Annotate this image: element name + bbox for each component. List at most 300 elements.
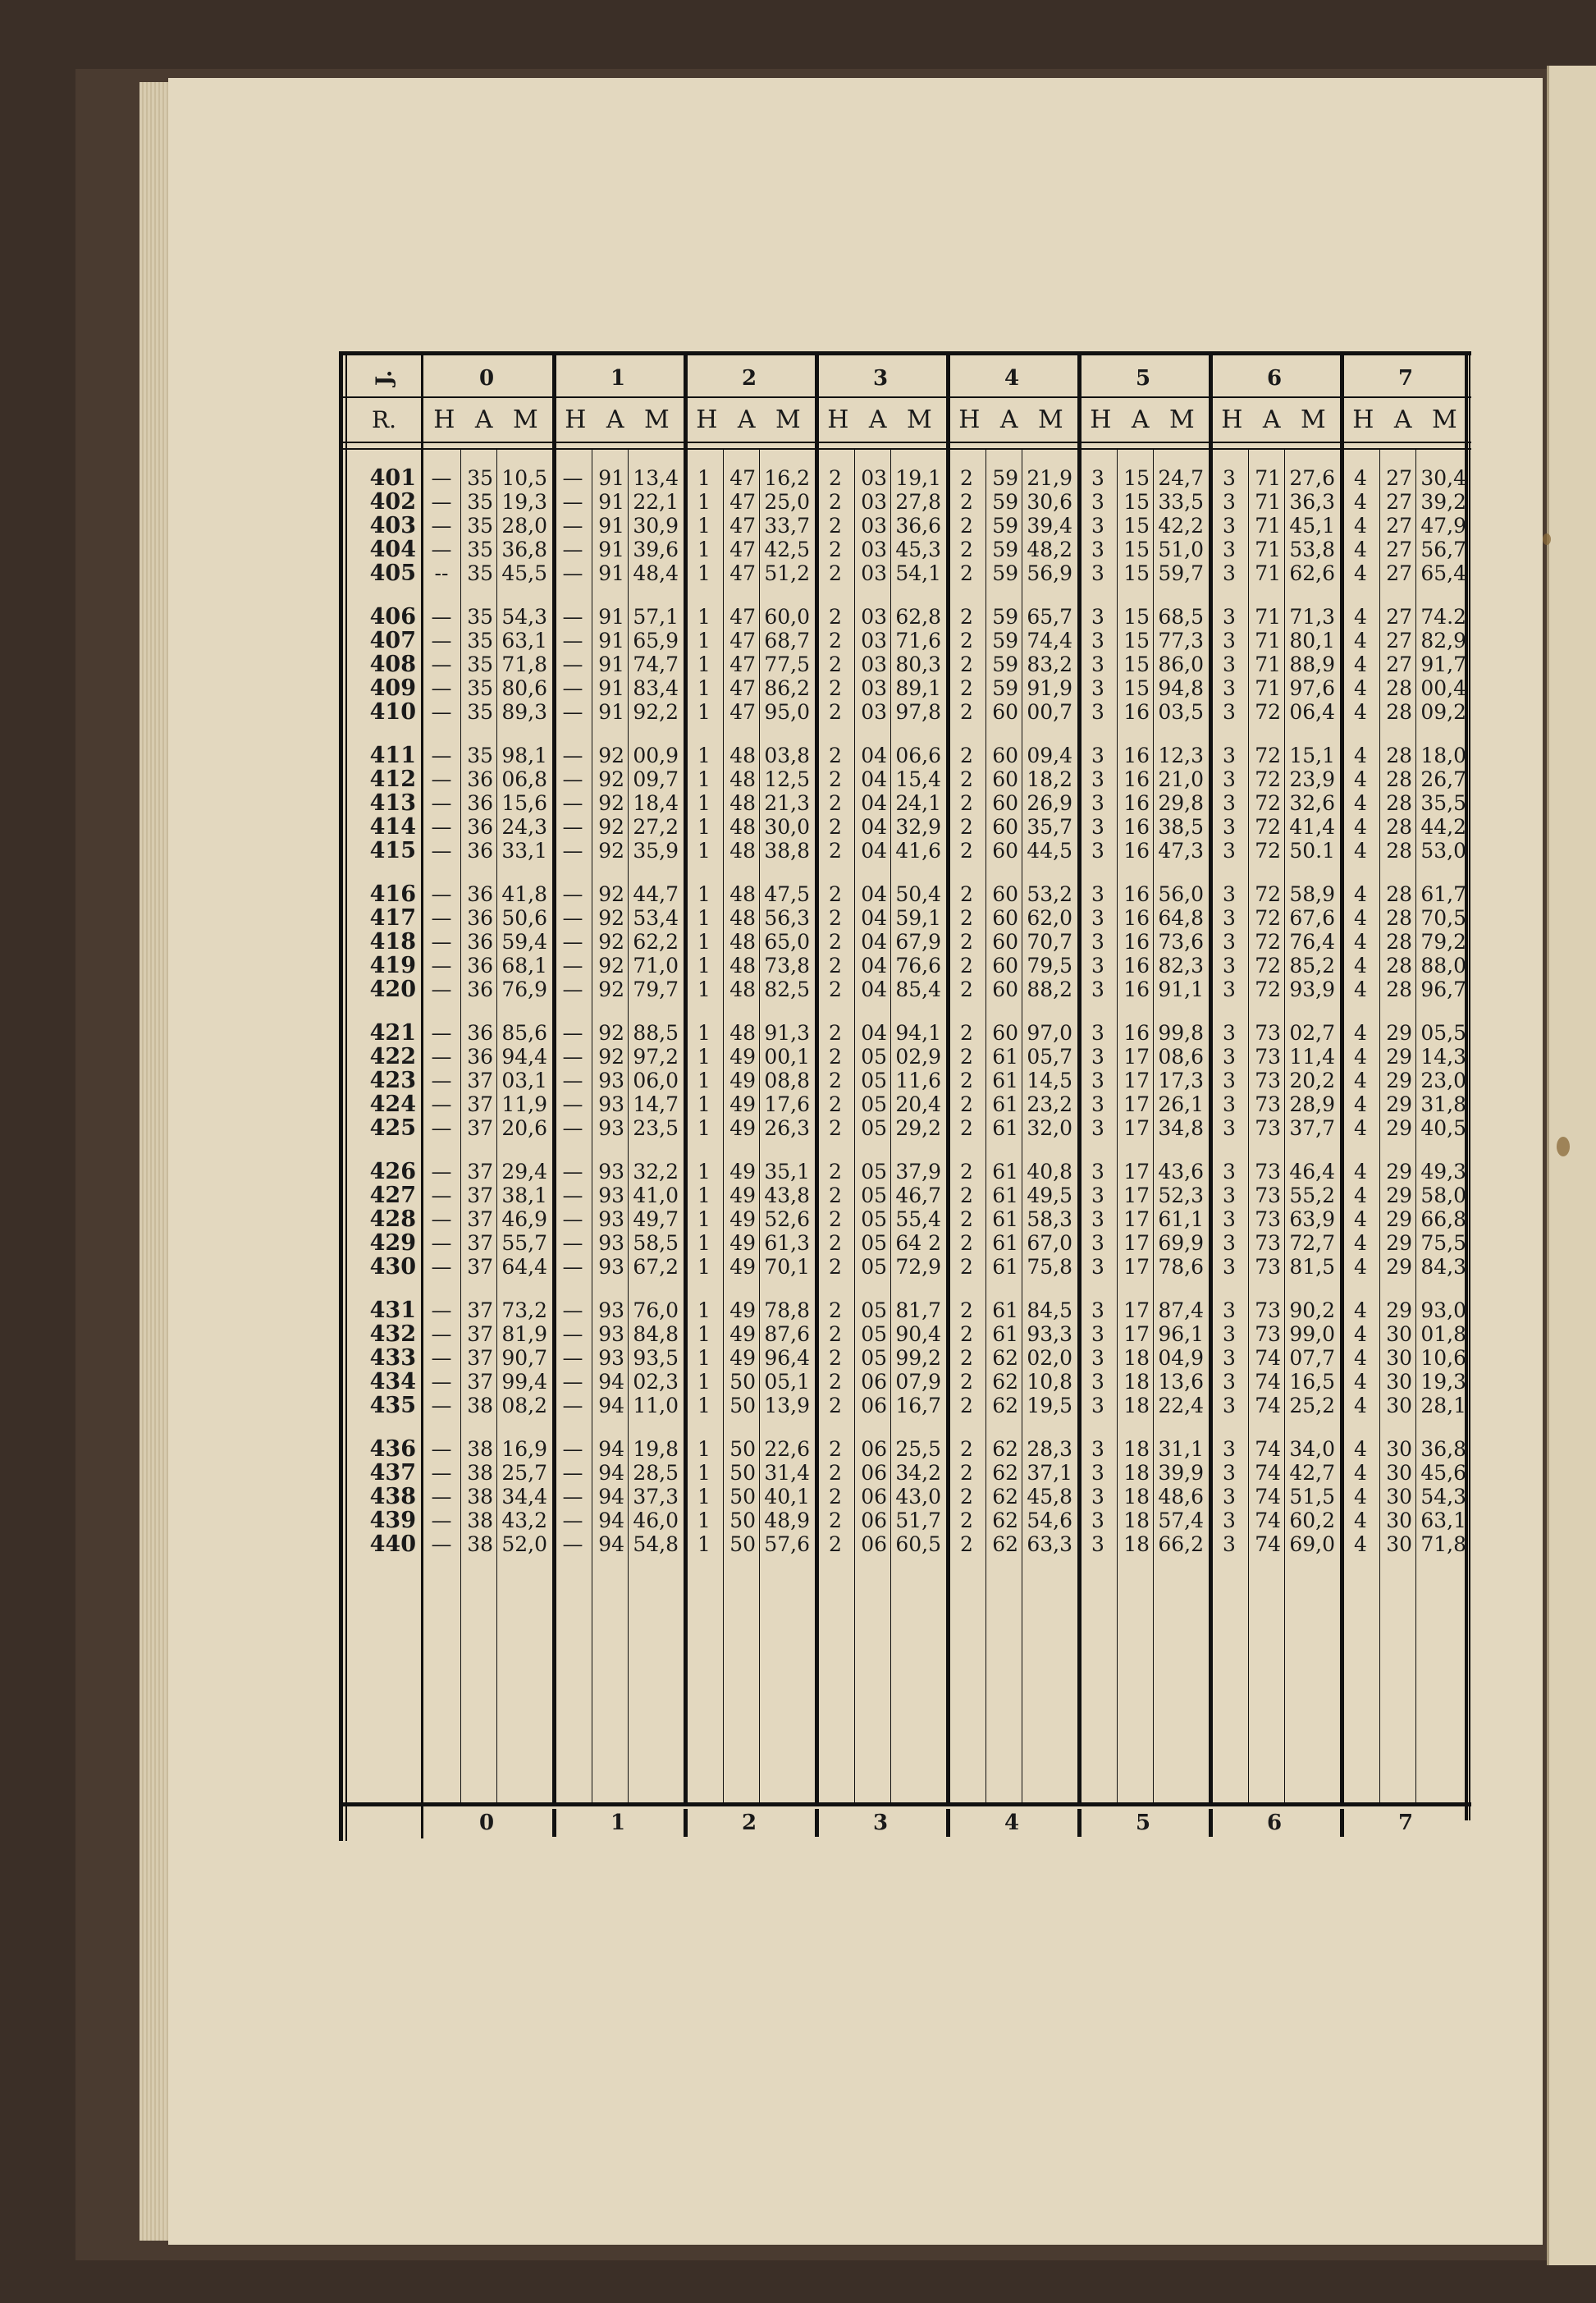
cell-h: 2 bbox=[960, 1021, 973, 1045]
cell-h: 4 bbox=[1354, 466, 1367, 490]
cell-a: 93 bbox=[598, 1092, 624, 1116]
cell-h: 1 bbox=[697, 561, 711, 585]
cell-h: — bbox=[431, 767, 452, 791]
cell-h: — bbox=[431, 978, 452, 1001]
cell-a: 16 bbox=[1123, 906, 1150, 930]
table-row bbox=[339, 700, 1471, 724]
cell-m: 20,2 bbox=[1289, 1069, 1335, 1092]
footer-column-rule bbox=[1340, 1809, 1344, 1837]
cell-h: 1 bbox=[697, 839, 711, 863]
cell-a: 06 bbox=[861, 1532, 887, 1556]
cell-h: 1 bbox=[697, 906, 711, 930]
cell-m: 65,9 bbox=[633, 629, 679, 652]
cell-a: 47 bbox=[729, 490, 756, 514]
cell-h: 3 bbox=[1091, 1207, 1104, 1231]
cell-m: 63,1 bbox=[501, 629, 547, 652]
cell-a: 72 bbox=[1255, 700, 1281, 724]
row-number: 437 bbox=[369, 1460, 416, 1486]
cell-a: 93 bbox=[598, 1184, 624, 1207]
cell-h: 2 bbox=[960, 978, 973, 1001]
cell-m: 00,7 bbox=[1027, 700, 1072, 724]
cell-m: 61,3 bbox=[764, 1231, 810, 1255]
row-number: 417 bbox=[369, 905, 416, 931]
cell-a: 29 bbox=[1386, 1207, 1412, 1231]
cell-a: 91 bbox=[598, 629, 624, 652]
cell-m: 19,8 bbox=[633, 1437, 679, 1461]
cell-m: 36,8 bbox=[1420, 1437, 1466, 1461]
cell-m: 70,7 bbox=[1027, 930, 1072, 954]
cell-h: 3 bbox=[1091, 1461, 1104, 1485]
cell-a: 92 bbox=[598, 1021, 624, 1045]
cell-a: 93 bbox=[598, 1298, 624, 1322]
cell-m: 32,2 bbox=[633, 1160, 679, 1184]
subheader-label: H bbox=[958, 405, 982, 434]
cell-a: 30 bbox=[1386, 1346, 1412, 1370]
cell-h: 3 bbox=[1223, 629, 1236, 652]
cell-h: 2 bbox=[960, 561, 973, 585]
cell-h: 2 bbox=[829, 1394, 842, 1417]
cell-m: 35,1 bbox=[764, 1160, 810, 1184]
cell-h: — bbox=[562, 676, 583, 700]
cell-h: 2 bbox=[960, 1394, 973, 1417]
row-number: 439 bbox=[369, 1508, 416, 1533]
cell-h: 3 bbox=[1091, 1322, 1104, 1346]
cell-m: 63,1 bbox=[1420, 1509, 1466, 1532]
cell-a: 37 bbox=[467, 1255, 493, 1279]
cell-h: 4 bbox=[1354, 1116, 1367, 1140]
cell-m: 23,5 bbox=[633, 1116, 679, 1140]
cell-h: 4 bbox=[1354, 676, 1367, 700]
cell-m: 76,0 bbox=[633, 1298, 679, 1322]
cell-h: 2 bbox=[829, 538, 842, 561]
cell-m: 83,4 bbox=[633, 676, 679, 700]
column-subheader bbox=[949, 400, 1074, 440]
cell-h: 1 bbox=[697, 466, 711, 490]
cell-a: 03 bbox=[861, 605, 887, 629]
cell-m: 71,6 bbox=[895, 629, 941, 652]
cell-m: 59,4 bbox=[501, 930, 547, 954]
cell-a: 15 bbox=[1123, 466, 1150, 490]
cell-m: 60,2 bbox=[1289, 1509, 1335, 1532]
cell-a: 48 bbox=[729, 906, 756, 930]
subheader-label: A bbox=[999, 405, 1020, 434]
subheader-label: A bbox=[868, 405, 889, 434]
cell-m: 95,0 bbox=[764, 700, 810, 724]
cell-m: 17,6 bbox=[764, 1092, 810, 1116]
cell-m: 49,7 bbox=[633, 1207, 679, 1231]
cell-m: 13,6 bbox=[1158, 1370, 1204, 1394]
cell-a: 49 bbox=[729, 1207, 756, 1231]
cell-h: 3 bbox=[1091, 1255, 1104, 1279]
cell-a: 73 bbox=[1255, 1092, 1281, 1116]
table-row bbox=[339, 514, 1471, 538]
cell-a: 48 bbox=[729, 744, 756, 767]
cell-a: 74 bbox=[1255, 1461, 1281, 1485]
cell-h: 2 bbox=[960, 767, 973, 791]
cell-h: 3 bbox=[1091, 490, 1104, 514]
cell-h: 3 bbox=[1091, 906, 1104, 930]
cell-h: 2 bbox=[829, 605, 842, 629]
cell-m: 20,6 bbox=[501, 1116, 547, 1140]
cell-m: 97,6 bbox=[1289, 676, 1335, 700]
cell-a: 61 bbox=[992, 1184, 1018, 1207]
cell-m: 16,2 bbox=[764, 466, 810, 490]
cell-h: — bbox=[562, 1021, 583, 1045]
cell-m: 74.2 bbox=[1420, 605, 1466, 629]
cell-m: 59,1 bbox=[895, 906, 941, 930]
cell-a: 05 bbox=[861, 1092, 887, 1116]
cell-a: 03 bbox=[861, 561, 887, 585]
cell-a: 27 bbox=[1386, 629, 1412, 652]
cell-a: 37 bbox=[467, 1116, 493, 1140]
cell-m: 61,1 bbox=[1158, 1207, 1204, 1231]
cell-h: — bbox=[562, 906, 583, 930]
cell-h: — bbox=[562, 490, 583, 514]
cell-m: 99,2 bbox=[895, 1346, 941, 1370]
cell-a: 15 bbox=[1123, 629, 1150, 652]
cell-m: 33,5 bbox=[1158, 490, 1204, 514]
cell-m: 51,5 bbox=[1289, 1485, 1335, 1509]
cell-a: 92 bbox=[598, 978, 624, 1001]
cell-a: 93 bbox=[598, 1346, 624, 1370]
cell-m: 71,0 bbox=[633, 954, 679, 978]
cell-a: 73 bbox=[1255, 1160, 1281, 1184]
cell-h: — bbox=[562, 1184, 583, 1207]
cell-m: 01,8 bbox=[1420, 1322, 1466, 1346]
cell-h: 2 bbox=[829, 791, 842, 815]
cell-m: 27,6 bbox=[1289, 466, 1335, 490]
cell-h: — bbox=[562, 767, 583, 791]
cell-a: 04 bbox=[861, 930, 887, 954]
cell-a: 15 bbox=[1123, 676, 1150, 700]
cell-a: 61 bbox=[992, 1160, 1018, 1184]
cell-a: 71 bbox=[1255, 561, 1281, 585]
cell-m: 70,5 bbox=[1420, 906, 1466, 930]
cell-h: 2 bbox=[829, 1255, 842, 1279]
table-row bbox=[339, 1255, 1471, 1279]
cell-m: 68,1 bbox=[501, 954, 547, 978]
cell-a: 05 bbox=[861, 1207, 887, 1231]
cell-m: 88,5 bbox=[633, 1021, 679, 1045]
row-number: 435 bbox=[369, 1393, 416, 1418]
cell-a: 29 bbox=[1386, 1092, 1412, 1116]
cell-m: 67,9 bbox=[895, 930, 941, 954]
cell-a: 48 bbox=[729, 930, 756, 954]
cell-a: 72 bbox=[1255, 744, 1281, 767]
cell-m: 34,4 bbox=[501, 1485, 547, 1509]
cell-m: 88,2 bbox=[1027, 978, 1072, 1001]
cell-h: — bbox=[562, 561, 583, 585]
cell-a: 28 bbox=[1386, 930, 1412, 954]
cell-m: 08,8 bbox=[764, 1069, 810, 1092]
cell-m: 23,0 bbox=[1420, 1069, 1466, 1092]
table-row bbox=[339, 882, 1471, 906]
cell-h: — bbox=[562, 882, 583, 906]
cell-m: 58,3 bbox=[1027, 1207, 1072, 1231]
cell-a: 59 bbox=[992, 652, 1018, 676]
cell-a: 73 bbox=[1255, 1021, 1281, 1045]
cell-m: 37,3 bbox=[633, 1485, 679, 1509]
cell-h: 2 bbox=[960, 605, 973, 629]
cell-h: — bbox=[562, 1437, 583, 1461]
cell-h: 2 bbox=[960, 652, 973, 676]
cell-h: 2 bbox=[960, 1437, 973, 1461]
subheader-label: M bbox=[775, 405, 803, 434]
cell-a: 48 bbox=[729, 839, 756, 863]
cell-h: 4 bbox=[1354, 1437, 1367, 1461]
cell-h: 1 bbox=[697, 538, 711, 561]
cell-h: 3 bbox=[1223, 815, 1236, 839]
cell-h: 3 bbox=[1091, 466, 1104, 490]
cell-h: 3 bbox=[1091, 767, 1104, 791]
cell-m: 64,4 bbox=[501, 1255, 547, 1279]
cell-a: 92 bbox=[598, 954, 624, 978]
cell-h: 3 bbox=[1223, 1045, 1236, 1069]
cell-a: 03 bbox=[861, 514, 887, 538]
cell-h: — bbox=[431, 906, 452, 930]
subheader-label: H bbox=[565, 405, 588, 434]
cell-m: 60,0 bbox=[764, 605, 810, 629]
cell-a: 47 bbox=[729, 700, 756, 724]
cell-h: 1 bbox=[697, 1509, 711, 1532]
table-row bbox=[339, 490, 1471, 514]
cell-m: 25,0 bbox=[764, 490, 810, 514]
cell-m: 90,7 bbox=[501, 1346, 547, 1370]
cell-a: 94 bbox=[598, 1461, 624, 1485]
table-row bbox=[339, 744, 1471, 767]
subheader-label: A bbox=[1131, 405, 1151, 434]
cell-h: 2 bbox=[829, 700, 842, 724]
cell-a: 36 bbox=[467, 767, 493, 791]
cell-a: 35 bbox=[467, 744, 493, 767]
cell-h: 3 bbox=[1223, 978, 1236, 1001]
subheader-label: A bbox=[737, 405, 757, 434]
cell-h: — bbox=[431, 1322, 452, 1346]
cell-a: 35 bbox=[467, 561, 493, 585]
cell-h: — bbox=[562, 744, 583, 767]
table-row bbox=[339, 930, 1471, 954]
column-subheader bbox=[818, 400, 943, 440]
cell-a: 72 bbox=[1255, 882, 1281, 906]
cell-a: 15 bbox=[1123, 514, 1150, 538]
column-header-5: 5 bbox=[1135, 365, 1151, 391]
cell-h: 4 bbox=[1354, 978, 1367, 1001]
cell-m: 45,3 bbox=[895, 538, 941, 561]
cell-m: 84,8 bbox=[633, 1322, 679, 1346]
cell-m: 43,6 bbox=[1158, 1160, 1204, 1184]
cell-m: 93,5 bbox=[633, 1346, 679, 1370]
cell-h: 3 bbox=[1223, 1509, 1236, 1532]
cell-m: 20,4 bbox=[895, 1092, 941, 1116]
subheader-label: H bbox=[827, 405, 851, 434]
cell-m: 13,9 bbox=[764, 1394, 810, 1417]
cell-a: 04 bbox=[861, 815, 887, 839]
cell-h: — bbox=[431, 954, 452, 978]
cell-a: 15 bbox=[1123, 605, 1150, 629]
cell-a: 48 bbox=[729, 954, 756, 978]
cell-m: 15,1 bbox=[1289, 744, 1335, 767]
cell-h: 3 bbox=[1223, 1092, 1236, 1116]
cell-m: 54,3 bbox=[501, 605, 547, 629]
cell-m: 18,4 bbox=[633, 791, 679, 815]
cell-a: 29 bbox=[1386, 1184, 1412, 1207]
cell-a: 60 bbox=[992, 1021, 1018, 1045]
cell-a: 30 bbox=[1386, 1509, 1412, 1532]
cell-a: 92 bbox=[598, 744, 624, 767]
cell-m: 45,1 bbox=[1289, 514, 1335, 538]
cell-h: 1 bbox=[697, 1370, 711, 1394]
cell-a: 50 bbox=[729, 1370, 756, 1394]
cell-h: 2 bbox=[829, 1509, 842, 1532]
cell-a: 30 bbox=[1386, 1461, 1412, 1485]
cell-m: 09,2 bbox=[1420, 700, 1466, 724]
cell-m: 47,5 bbox=[764, 882, 810, 906]
cell-a: 18 bbox=[1123, 1394, 1150, 1417]
cell-h: 4 bbox=[1354, 1045, 1367, 1069]
cell-m: 46,9 bbox=[501, 1207, 547, 1231]
cell-h: 3 bbox=[1223, 744, 1236, 767]
cell-m: 35,9 bbox=[633, 839, 679, 863]
cell-h: 3 bbox=[1091, 605, 1104, 629]
cell-a: 35 bbox=[467, 629, 493, 652]
cell-m: 87,4 bbox=[1158, 1298, 1204, 1322]
cell-m: 21,0 bbox=[1158, 767, 1204, 791]
cell-m: 00,4 bbox=[1420, 676, 1466, 700]
cell-h: — bbox=[562, 1160, 583, 1184]
cell-m: 98,1 bbox=[501, 744, 547, 767]
cell-h: — bbox=[431, 1207, 452, 1231]
subheader-label: M bbox=[1432, 405, 1459, 434]
cell-m: 50,4 bbox=[895, 882, 941, 906]
cell-a: 03 bbox=[861, 700, 887, 724]
cell-m: 39,4 bbox=[1027, 514, 1072, 538]
table-row bbox=[339, 676, 1471, 700]
table-row bbox=[339, 1485, 1471, 1509]
footer-column-rule bbox=[684, 1809, 688, 1837]
cell-m: 62,8 bbox=[895, 605, 941, 629]
cell-a: 16 bbox=[1123, 978, 1150, 1001]
cell-m: 06,8 bbox=[501, 767, 547, 791]
cell-m: 34,8 bbox=[1158, 1116, 1204, 1140]
cell-m: 39,2 bbox=[1420, 490, 1466, 514]
row-number: 410 bbox=[369, 699, 416, 725]
cell-a: 05 bbox=[861, 1045, 887, 1069]
cell-a: 50 bbox=[729, 1394, 756, 1417]
cell-m: 02,3 bbox=[633, 1370, 679, 1394]
column-subheader bbox=[1081, 400, 1205, 440]
cell-h: 1 bbox=[697, 744, 711, 767]
cell-a: 35 bbox=[467, 490, 493, 514]
cell-h: 4 bbox=[1354, 1069, 1367, 1092]
cell-h: 1 bbox=[697, 514, 711, 538]
row-number: 427 bbox=[369, 1183, 416, 1208]
cell-a: 16 bbox=[1123, 815, 1150, 839]
cell-h: — bbox=[431, 791, 452, 815]
table-row bbox=[339, 1160, 1471, 1184]
subheader-label: H bbox=[1352, 405, 1376, 434]
cell-a: 72 bbox=[1255, 930, 1281, 954]
cell-a: 28 bbox=[1386, 978, 1412, 1001]
cell-a: 92 bbox=[598, 815, 624, 839]
cell-a: 36 bbox=[467, 906, 493, 930]
cell-h: — bbox=[562, 954, 583, 978]
cell-h: 3 bbox=[1223, 1532, 1236, 1556]
cell-h: 2 bbox=[829, 1021, 842, 1045]
cell-h: 1 bbox=[697, 1437, 711, 1461]
cell-h: — bbox=[431, 1092, 452, 1116]
cell-h: 4 bbox=[1354, 1255, 1367, 1279]
cell-h: 3 bbox=[1091, 1160, 1104, 1184]
cell-h: 3 bbox=[1223, 1346, 1236, 1370]
cell-a: 38 bbox=[467, 1461, 493, 1485]
cell-a: 18 bbox=[1123, 1461, 1150, 1485]
cell-a: 48 bbox=[729, 978, 756, 1001]
cell-m: 33,1 bbox=[501, 839, 547, 863]
cell-a: 47 bbox=[729, 538, 756, 561]
cell-m: 11,0 bbox=[633, 1394, 679, 1417]
cell-a: 49 bbox=[729, 1116, 756, 1140]
cell-m: 48,9 bbox=[764, 1509, 810, 1532]
cell-a: 36 bbox=[467, 791, 493, 815]
cell-m: 56,0 bbox=[1158, 882, 1204, 906]
cell-m: 56,7 bbox=[1420, 538, 1466, 561]
cell-h: 3 bbox=[1223, 1370, 1236, 1394]
table-row bbox=[339, 1509, 1471, 1532]
cell-h: 3 bbox=[1091, 1509, 1104, 1532]
table-row bbox=[339, 1184, 1471, 1207]
cell-a: 36 bbox=[467, 839, 493, 863]
cell-h: 4 bbox=[1354, 906, 1367, 930]
cell-a: 48 bbox=[729, 791, 756, 815]
cell-a: 93 bbox=[598, 1231, 624, 1255]
cell-h: 1 bbox=[697, 1092, 711, 1116]
cell-a: 61 bbox=[992, 1092, 1018, 1116]
cell-m: 25,7 bbox=[501, 1461, 547, 1485]
cell-a: 29 bbox=[1386, 1045, 1412, 1069]
cell-a: 60 bbox=[992, 930, 1018, 954]
cell-a: 28 bbox=[1386, 815, 1412, 839]
cell-m: 04,9 bbox=[1158, 1346, 1204, 1370]
cell-a: 92 bbox=[598, 882, 624, 906]
cell-a: 27 bbox=[1386, 514, 1412, 538]
cell-m: 87,6 bbox=[764, 1322, 810, 1346]
cell-m: 26,7 bbox=[1420, 767, 1466, 791]
cell-m: 55,2 bbox=[1289, 1184, 1335, 1207]
cell-a: 71 bbox=[1255, 605, 1281, 629]
cell-h: — bbox=[562, 1394, 583, 1417]
cell-h: 2 bbox=[829, 839, 842, 863]
cell-a: 03 bbox=[861, 652, 887, 676]
subheader-label: M bbox=[1169, 405, 1196, 434]
cell-h: 2 bbox=[960, 1255, 973, 1279]
cell-a: 04 bbox=[861, 744, 887, 767]
cell-h: 4 bbox=[1354, 954, 1367, 978]
cell-a: 37 bbox=[467, 1160, 493, 1184]
cell-a: 61 bbox=[992, 1069, 1018, 1092]
cell-m: 63,3 bbox=[1027, 1532, 1072, 1556]
cell-m: 42,7 bbox=[1289, 1461, 1335, 1485]
table-row bbox=[339, 1116, 1471, 1140]
cell-m: 28,9 bbox=[1289, 1092, 1335, 1116]
cell-a: 06 bbox=[861, 1461, 887, 1485]
cell-m: 67,0 bbox=[1027, 1231, 1072, 1255]
cell-a: 38 bbox=[467, 1394, 493, 1417]
cell-a: 91 bbox=[598, 561, 624, 585]
cell-h: -- bbox=[434, 561, 449, 585]
cell-h: — bbox=[431, 605, 452, 629]
cell-m: 78,6 bbox=[1158, 1255, 1204, 1279]
cell-a: 74 bbox=[1255, 1437, 1281, 1461]
